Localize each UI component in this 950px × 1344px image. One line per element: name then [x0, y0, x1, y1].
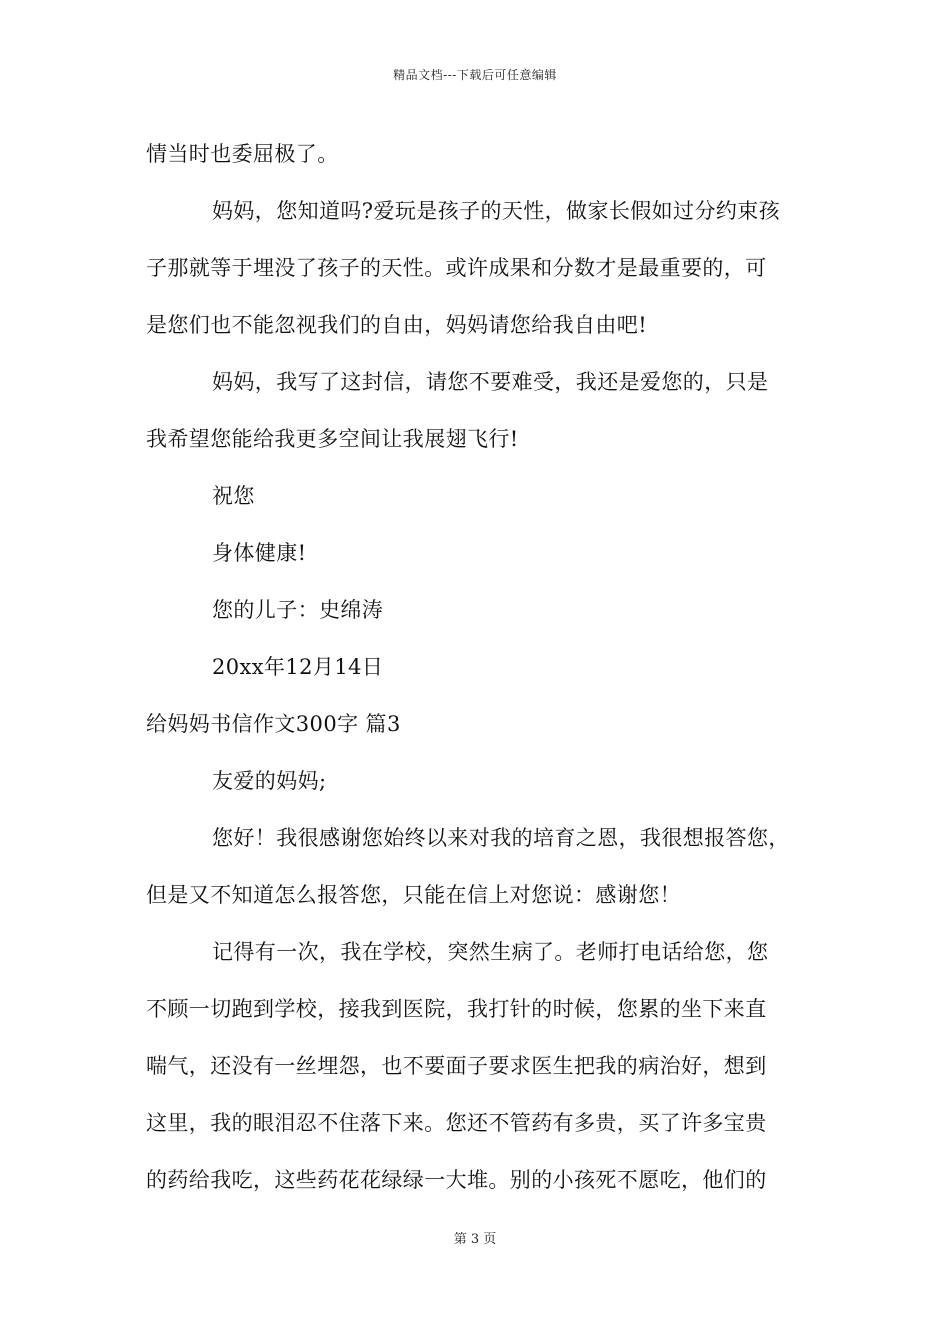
paragraph-line: 是您们也不能忽视我们的自由，妈妈请您给我自由吧!	[146, 313, 648, 337]
page-header: 精品文档---下载后可任意编辑	[393, 68, 557, 82]
paragraph-line: 我希望您能给我更多空间让我展翅飞行!	[146, 427, 519, 451]
section-heading: 给妈妈书信作文300字 篇3	[146, 712, 401, 736]
closing-line: 身体健康!	[212, 541, 307, 565]
date-line: 20xx年12月14日	[212, 655, 384, 679]
signature-line: 您的儿子：史绵涛	[212, 598, 384, 622]
closing-line: 祝您	[212, 484, 255, 508]
paragraph-line: 情当时也委屈极了。	[146, 142, 339, 166]
page-number: 第 3 页	[453, 1232, 497, 1247]
paragraph-line: 妈妈，我写了这封信，请您不要难受，我还是爱您的，只是	[212, 370, 769, 394]
paragraph-line: 的药给我吃，这些药花花绿绿一大堆。别的小孩死不愿吃，他们的	[146, 1168, 767, 1192]
salutation-line: 友爱的妈妈;	[212, 769, 327, 793]
paragraph-line: 这里，我的眼泪忍不住落下来。您还不管药有多贵，买了许多宝贵	[146, 1111, 767, 1135]
paragraph-line: 喘气，还没有一丝埋怨，也不要面子要求医生把我的病治好，想到	[146, 1054, 767, 1078]
paragraph-line: 不顾一切跑到学校，接我到医院，我打针的时候，您累的坐下来直	[146, 997, 767, 1021]
paragraph-line: 妈妈，您知道吗?爱玩是孩子的天性，做家长假如过分约束孩	[212, 199, 781, 223]
paragraph-line: 记得有一次，我在学校，突然生病了。老师打电话给您，您	[212, 940, 769, 964]
paragraph-line: 子那就等于埋没了孩子的天性。或许成果和分数才是最重要的，可	[146, 256, 767, 280]
paragraph-line: 您好！我很感谢您始终以来对我的培育之恩，我很想报答您，	[212, 826, 790, 850]
paragraph-line: 但是又不知道怎么报答您，只能在信上对您说：感谢您！	[146, 883, 681, 907]
